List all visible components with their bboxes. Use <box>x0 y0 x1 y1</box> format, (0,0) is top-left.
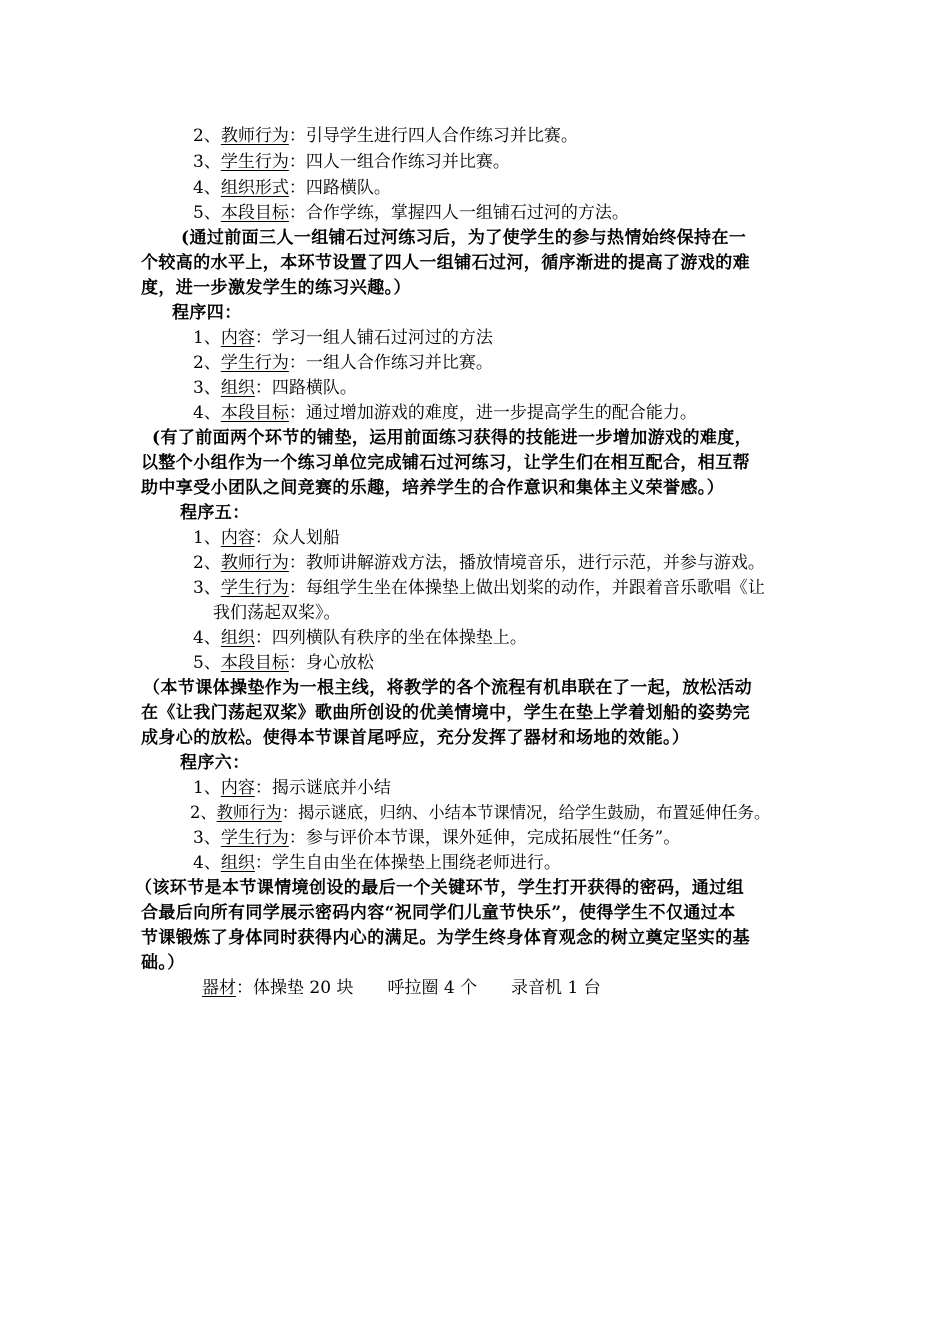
s6-item-2: 2、教师行为：揭示谜底，归纳、小结本节课情况，给学生鼓励，布置延伸任务。 <box>190 803 771 822</box>
s5-item-4: 4、组织：四列横队有秩序的坐在体操垫上。 <box>193 628 527 648</box>
s3-item-2: 2、教师行为：引导学生进行四人合作练习并比赛。 <box>193 126 578 146</box>
s5-item-2: 2、教师行为：教师讲解游戏方法，播放情境音乐，进行示范，并参与游戏。 <box>193 553 765 573</box>
s3-item-4: 4、组织形式：四路横队。 <box>193 178 391 198</box>
s6-item-3: 3、学生行为：参与评价本节课，课外延伸，完成拓展性“任务”。 <box>193 828 681 848</box>
s5-note-line: 成身心的放松。使得本节课首尾呼应，充分发挥了器材和场地的效能。） <box>141 728 690 748</box>
s5-note-line: （本节课体操垫作为一根主线，将教学的各个流程有机串联在了一起，放松活动 <box>143 678 752 698</box>
s5-note-line: 在《让我门荡起双桨》歌曲所创设的优美情境中，学生在垫上学着划船的姿势完 <box>141 703 750 723</box>
s4-item-1: 1、内容：学习一组人铺石过河过的方法 <box>193 328 493 348</box>
s3-item-5: 5、本段目标：合作学练，掌握四人一组铺石过河的方法。 <box>193 203 629 223</box>
s6-note-line: 础。） <box>141 953 185 973</box>
s6-note-line: 节课锻炼了身体同时获得内心的满足。为学生终身体育观念的树立奠定坚实的基 <box>141 928 750 948</box>
s5-item-1: 1、内容：众人划船 <box>193 528 340 548</box>
s3-note-line: 个较高的水平上，本环节设置了四人一组铺石过河，循序渐进的提高了游戏的难 <box>141 253 750 273</box>
s6-item-1: 1、内容：揭示谜底并小结 <box>193 778 391 798</box>
s4-heading: 程序四： <box>172 303 242 323</box>
s3-item-3: 3、学生行为：四人一组合作练习并比赛。 <box>193 152 510 172</box>
s6-note-line: （该环节是本节课情境创设的最后一个关键环节，学生打开获得的密码，通过组 <box>135 878 744 898</box>
s5-item-3: 3、学生行为：每组学生坐在体操垫上做出划桨的动作，并跟着音乐歌唱《让 <box>193 578 765 598</box>
s5-item-3-continued: 我们荡起双桨》。 <box>213 603 341 623</box>
s3-note-line: (通过前面三人一组铺石过河练习后，为了使学生的参与热情始终保持在一 <box>181 228 747 248</box>
equipment-line: 器材：体操垫 20 块 呼拉圈 4 个 录音机 1 台 <box>202 978 601 998</box>
s5-item-5: 5、本段目标：身心放松 <box>193 653 374 673</box>
s4-note-line: 以整个小组作为一个练习单位完成铺石过河练习，让学生们在相互配合，相互帮 <box>141 453 750 473</box>
s6-heading: 程序六： <box>180 753 250 773</box>
s4-note-line: 助中享受小团队之间竞赛的乐趣，培养学生的合作意识和集体主义荣誉感。） <box>141 478 725 498</box>
s3-note-line: 度，进一步激发学生的练习兴趣。） <box>141 278 411 298</box>
s4-item-2: 2、学生行为：一组人合作练习并比赛。 <box>193 353 493 373</box>
s6-item-4: 4、组织：学生自由坐在体操垫上围绕老师进行。 <box>193 853 561 873</box>
s6-note-line: 合最后向所有同学展示密码内容“祝同学们儿童节快乐”，使得学生不仅通过本 <box>141 903 736 923</box>
s4-item-3: 3、组织：四路横队。 <box>193 378 357 398</box>
s5-heading: 程序五： <box>180 503 250 523</box>
s4-note-line: (有了前面两个环节的铺垫，运用前面练习获得的技能进一步增加游戏的难度， <box>152 428 753 448</box>
s4-item-4: 4、本段目标：通过增加游戏的难度，进一步提高学生的配合能力。 <box>193 403 697 423</box>
